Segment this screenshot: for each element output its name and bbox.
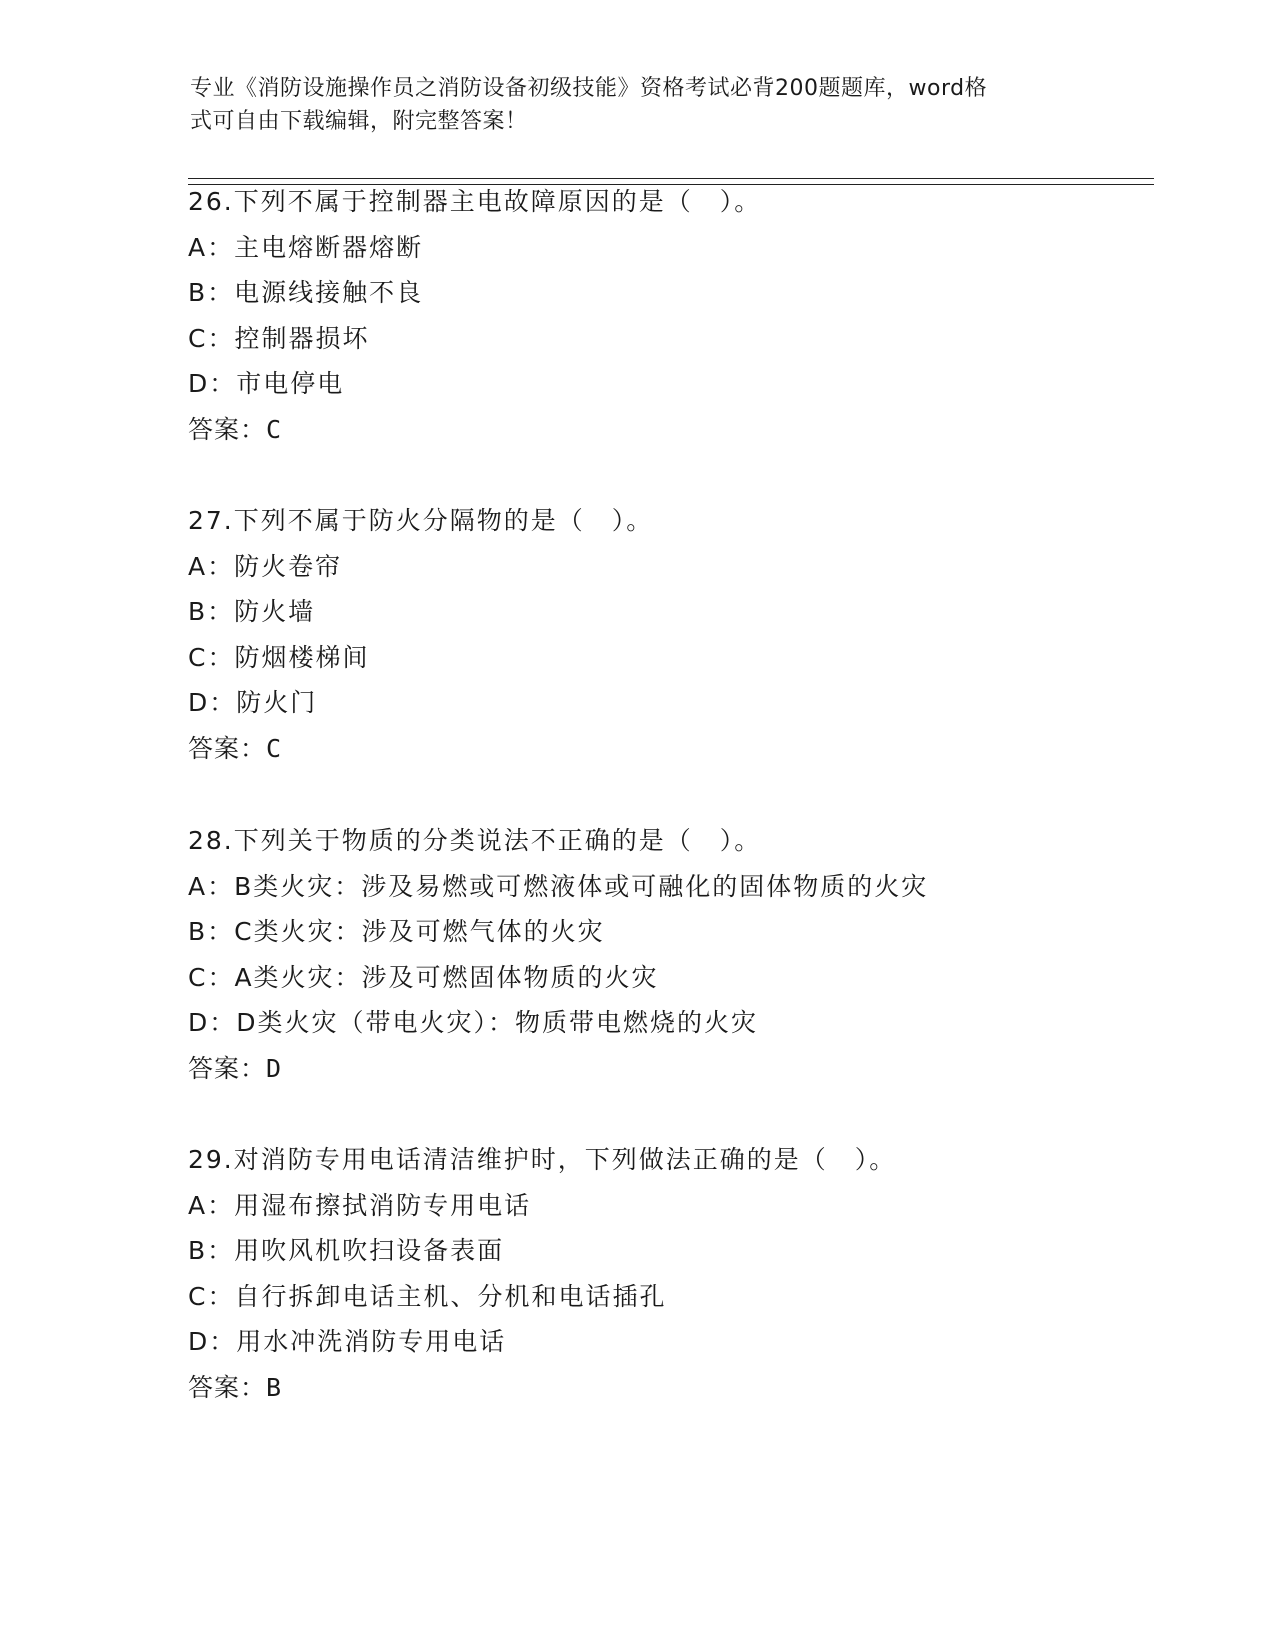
answer-value: C — [266, 733, 283, 763]
question-block — [188, 179, 1148, 453]
question-block — [188, 818, 1148, 1092]
header-line-1: 专业《消防设施操作员之消防设备初级技能》资格考试必背200题题库，word格 — [190, 76, 988, 101]
question-block — [188, 1137, 1148, 1411]
answer-label: 答案： — [188, 733, 267, 763]
option-d: D：防火门 — [188, 688, 318, 718]
option-b: B：电源线接触不良 — [188, 278, 424, 308]
answer-line — [188, 407, 1148, 453]
header-line-2: 式可自由下载编辑，附完整答案！ — [190, 109, 528, 134]
option-b: B：防火墙 — [188, 597, 316, 627]
answer-label: 答案： — [188, 414, 267, 444]
answer-value: D — [266, 1053, 283, 1083]
answer-line — [188, 1365, 1148, 1411]
option-b: B：C类火灾：涉及可燃气体的火灾 — [188, 917, 605, 947]
option-a: A：防火卷帘 — [188, 551, 343, 581]
option-b: B：用吹风机吹扫设备表面 — [188, 1236, 505, 1266]
answer-value: C — [266, 414, 283, 444]
option-a: A：主电熔断器熔断 — [188, 232, 424, 262]
question-block — [188, 498, 1148, 772]
option-d: D：用水冲洗消防专用电话 — [188, 1327, 507, 1357]
question-stem: 26.下列不属于控制器主电故障原因的是（ ）。 — [188, 187, 762, 216]
question-stem: 27.下列不属于防火分隔物的是（ ）。 — [188, 506, 654, 535]
option-c: C：控制器损坏 — [188, 323, 370, 353]
answer-line — [188, 1046, 1148, 1092]
option-d: D：D类火灾（带电火灾）：物质带电燃烧的火灾 — [188, 1008, 759, 1038]
answer-value: B — [266, 1372, 283, 1402]
option-c: C：自行拆卸电话主机、分机和电话插孔 — [188, 1281, 667, 1311]
document-header — [190, 72, 1090, 138]
option-d: D：市电停电 — [188, 369, 345, 399]
question-stem: 29.对消防专用电话清洁维护时，下列做法正确的是（ ）。 — [188, 1145, 897, 1174]
question-stem: 28.下列关于物质的分类说法不正确的是（ ）。 — [188, 826, 762, 855]
option-c: C：防烟楼梯间 — [188, 642, 370, 672]
option-a: A：用湿布擦拭消防专用电话 — [188, 1190, 532, 1220]
answer-label: 答案： — [188, 1053, 267, 1083]
option-c: C：A类火灾：涉及可燃固体物质的火灾 — [188, 962, 659, 992]
option-a: A：B类火灾：涉及易燃或可燃液体或可融化的固体物质的火灾 — [188, 871, 929, 901]
answer-line — [188, 726, 1148, 772]
answer-label: 答案： — [188, 1372, 267, 1402]
